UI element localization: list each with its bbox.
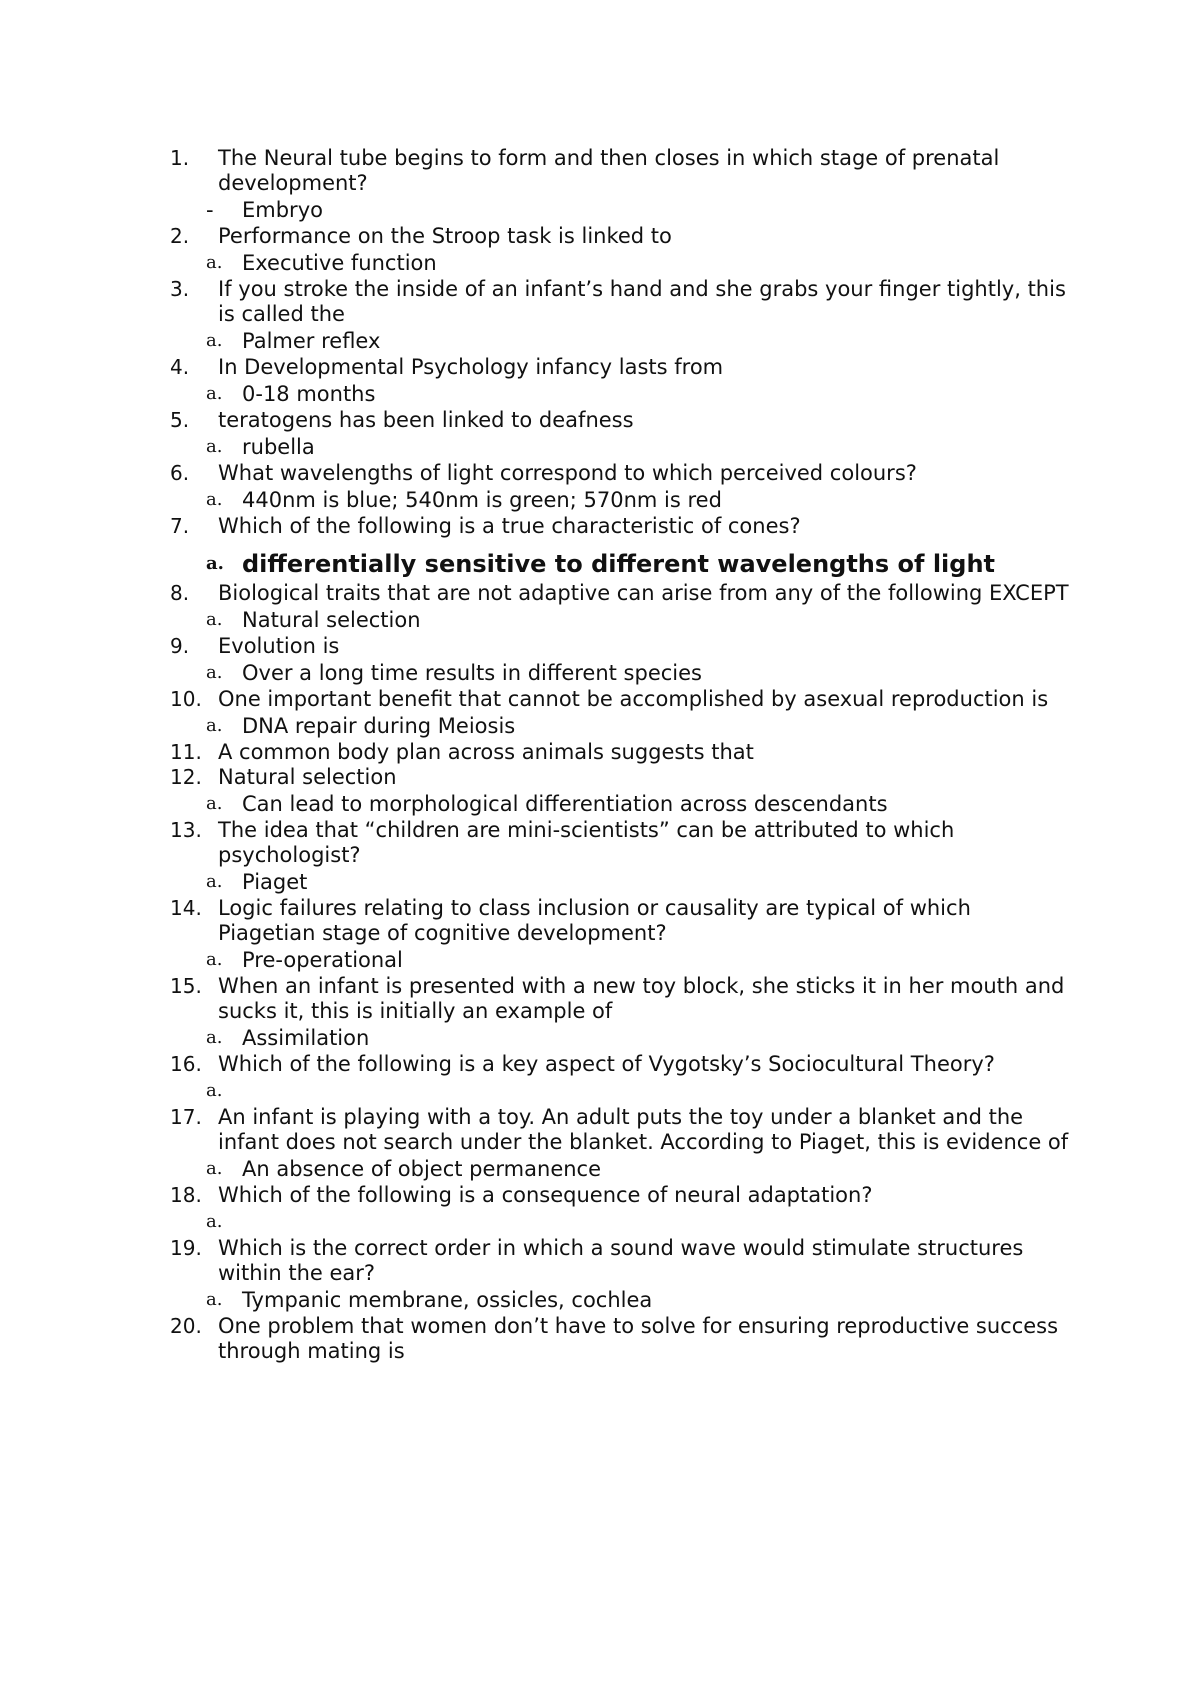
question-number: 14. [170, 896, 202, 920]
question-16 [170, 1052, 1070, 1077]
question-number: 20. [170, 1314, 202, 1338]
question-text: Performance on the Stroop task is linked to [218, 224, 672, 248]
answer-text: Over a long time results in different species [242, 661, 702, 685]
question-number: 1. [170, 146, 190, 170]
answer-marker: a. [206, 793, 223, 814]
answer-marker: a. [206, 1289, 223, 1310]
question-number: 13. [170, 818, 202, 842]
answer-text: differentially sensitive to different wavelengths of light [242, 550, 996, 578]
answer-text: Executive function [242, 251, 437, 275]
answer-3 [170, 327, 1070, 355]
question-20 [170, 1314, 1070, 1364]
answer-4 [170, 380, 1070, 408]
answer-marker: a. [206, 1080, 223, 1101]
question-text: Evolution is [218, 634, 340, 658]
answer-marker: a. [206, 436, 223, 457]
question-4 [170, 355, 1070, 380]
question-number: 4. [170, 355, 190, 379]
answer-marker: a. [206, 330, 223, 351]
answer-text: DNA repair during Meiosis [242, 714, 516, 738]
question-text: The Neural tube begins to form and then closes in which stage of prenatal development? [218, 146, 1007, 195]
question-number: 5. [170, 408, 190, 432]
answer-7 [170, 547, 1070, 581]
answer-text: Palmer reflex [242, 329, 381, 353]
answer-text [242, 1210, 249, 1234]
question-text: Which of the following is a true characteristic of cones? [218, 514, 801, 538]
answer-17 [170, 1155, 1070, 1183]
question-17 [170, 1105, 1070, 1155]
question-text: One problem that women don’t have to solve for ensuring reproductive success through mating is [218, 1314, 1065, 1363]
answer-10 [170, 712, 1070, 740]
question-2 [170, 224, 1070, 249]
answer-text: 0-18 months [242, 382, 376, 406]
question-13 [170, 818, 1070, 868]
question-7 [170, 514, 1070, 539]
question-text: A common body plan across animals suggests that [218, 740, 754, 764]
question-text: What wavelengths of light correspond to which perceived colours? [218, 461, 917, 485]
question-text: In Developmental Psychology infancy lasts from [218, 355, 724, 379]
answer-marker: a. [206, 252, 223, 273]
answer-text: rubella [242, 435, 315, 459]
question-3 [170, 277, 1073, 327]
question-text: One important benefit that cannot be accomplished by asexual reproduction is [218, 687, 1049, 711]
answer-5 [170, 433, 1070, 461]
answer-text: Pre-operational [242, 948, 403, 972]
question-number: 17. [170, 1105, 202, 1129]
question-8 [170, 581, 1070, 606]
question-1 [170, 146, 1070, 196]
answer-text: An absence of object permanence [242, 1157, 602, 1181]
answer-marker: a. [206, 949, 223, 970]
answer-marker: a. [206, 553, 224, 574]
question-number: 12. [170, 765, 202, 789]
question-number: 15. [170, 974, 202, 998]
question-text: Which of the following is a consequence of neural adaptation? [218, 1183, 873, 1207]
answer-text: Can lead to morphological differentiation across descendants [242, 792, 888, 816]
question-text: Logic failures relating to class inclusion or causality are typical of which Piagetian stage of cognitive development? [218, 896, 978, 945]
question-number: 9. [170, 634, 190, 658]
answer-marker: - [206, 198, 214, 222]
question-number: 7. [170, 514, 190, 538]
question-text: Natural selection [218, 765, 397, 789]
answer-6 [170, 486, 1070, 514]
answer-marker: a. [206, 715, 223, 736]
answer-text: Embryo [242, 198, 323, 222]
answer-15 [170, 1024, 1070, 1052]
question-11 [170, 740, 1070, 765]
question-9 [170, 634, 1070, 659]
answer-1 [170, 196, 1070, 224]
answer-text: Assimilation [242, 1026, 370, 1050]
answer-14 [170, 946, 1070, 974]
question-text: Biological traits that are not adaptive can arise from any of the following EXCEPT [218, 581, 1069, 605]
question-number: 10. [170, 687, 202, 711]
answer-marker: a. [206, 609, 223, 630]
answer-text [242, 1079, 249, 1103]
question-number: 2. [170, 224, 190, 248]
question-number: 8. [170, 581, 190, 605]
answer-9 [170, 659, 1070, 687]
question-number: 16. [170, 1052, 202, 1076]
question-19 [170, 1236, 1070, 1286]
answer-text: Tympanic membrane, ossicles, cochlea [242, 1288, 653, 1312]
answer-marker: a. [206, 383, 223, 404]
question-number: 19. [170, 1236, 202, 1260]
answer-12 [170, 790, 1070, 818]
question-text: When an infant is presented with a new toy block, she sticks it in her mouth and sucks it, this is initially an example of [218, 974, 1072, 1023]
answer-8 [170, 606, 1070, 634]
question-list [170, 146, 1073, 1364]
answer-marker: a. [206, 489, 223, 510]
question-text: Which is the correct order in which a sound wave would stimulate structures within the ear? [218, 1236, 1031, 1285]
question-number: 6. [170, 461, 190, 485]
question-15 [170, 974, 1070, 1024]
answer-2 [170, 249, 1070, 277]
answer-marker: a. [206, 1211, 223, 1232]
question-number: 11. [170, 740, 202, 764]
answer-text: Piaget [242, 870, 308, 894]
answer-marker: a. [206, 1158, 223, 1179]
answer-marker: a. [206, 662, 223, 683]
question-14 [170, 896, 1070, 946]
answer-text: Natural selection [242, 608, 421, 632]
question-6 [170, 461, 1070, 486]
question-5 [170, 408, 1070, 433]
answer-marker: a. [206, 1027, 223, 1048]
answer-16 [170, 1077, 1070, 1105]
question-number: 18. [170, 1183, 202, 1207]
question-number: 3. [170, 277, 190, 301]
question-10 [170, 687, 1070, 712]
question-text: An infant is playing with a toy. An adult puts the toy under a blanket and the infant does not search under the blanket. According to Piaget, this is evidence of [218, 1105, 1069, 1154]
question-18 [170, 1183, 1070, 1208]
answer-18 [170, 1208, 1070, 1236]
answer-13 [170, 868, 1070, 896]
answer-text: 440nm is blue; 540nm is green; 570nm is red [242, 488, 722, 512]
answer-19 [170, 1286, 1070, 1314]
question-12 [170, 765, 1070, 790]
question-text: If you stroke the inside of an infant’s hand and she grabs your finger tightly, this is called the [218, 277, 1073, 326]
question-text: Which of the following is a key aspect of Vygotsky’s Sociocultural Theory? [218, 1052, 995, 1076]
answer-marker: a. [206, 871, 223, 892]
question-text: teratogens has been linked to deafness [218, 408, 634, 432]
question-text: The idea that “children are mini-scientists” can be attributed to which psychologist? [218, 818, 961, 867]
